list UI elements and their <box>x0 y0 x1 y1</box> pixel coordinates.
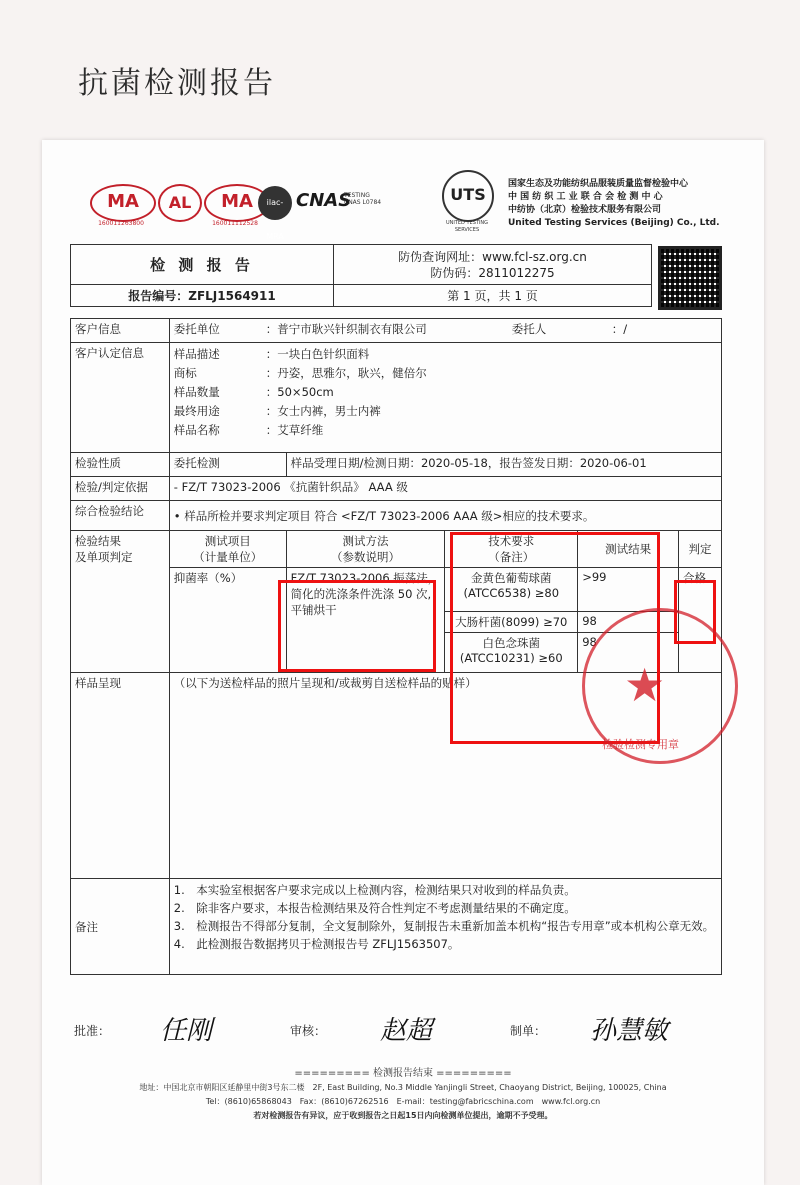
verify-url: 防伪查询网址：www.fcl-sz.org.cn <box>398 249 587 264</box>
result-row-3: 98 <box>578 633 679 673</box>
requirement-row-1: 金黄色葡萄球菌(ATCC6538) ≥80 <box>445 568 578 612</box>
report-end-line: ========= 检测报告结束 ========= <box>294 1068 512 1079</box>
report-number: 报告编号：ZFLJ1564911 <box>71 285 334 307</box>
sample-row: 商标 ：丹姿，思雅尔，耿兴，健倍尔 <box>173 366 427 380</box>
ilac-mra-logo: ilac-MRA <box>258 186 292 220</box>
footer-contact: Tel：(8610)65868043 Fax：(8610)67262516 E-mail：testing@fabricschina.com www.fcl.org.cn <box>205 1097 601 1106</box>
test-item: 抑菌率（%） <box>169 568 286 673</box>
cma-code: 160011263800 <box>98 220 144 227</box>
page-indicator: 第 1 页，共 1 页 <box>334 285 652 307</box>
entrust-label: 委托单位 <box>173 322 220 336</box>
basis-value: - FZ/T 73023-2006 《抗菌针织品》 AAA 级 <box>169 477 721 501</box>
col-item-sub: （计量单位） <box>193 550 263 564</box>
cal-logo: AL <box>158 184 202 222</box>
report-title: 检 测 报 告 <box>71 245 334 285</box>
sample-row: 样品描述 ：一块白色针织面料 <box>173 347 370 361</box>
cma-code-2: 160011112528 <box>212 220 258 227</box>
basis-label: 检验/判定依据 <box>71 477 170 501</box>
cma-logo-2: MA <box>204 184 270 222</box>
entrust-value: ：普宁市耿兴针织制衣有限公司 <box>265 322 427 336</box>
cma-logo: MA <box>90 184 156 222</box>
sample-row: 样品数量 ：50×50cm <box>173 385 334 399</box>
conclusion-value: • 样品所检并要求判定项目 符合 <FZ/T 73023-2006 AAA 级>相应的技术要求。 <box>169 501 721 531</box>
verify-code: 防伪码：2811012275 <box>430 265 555 280</box>
col-result: 测试结果 <box>578 531 679 568</box>
col-requirement-sub: （备注） <box>488 550 535 564</box>
org-line-1: 国家生态及功能纺织品服装质量监督检验中心 <box>508 179 689 189</box>
seal-text: 检验检测专用章 <box>602 738 679 751</box>
sample-row: 样品名称 ：艾草纤维 <box>173 423 324 437</box>
col-judgement: 判定 <box>679 531 722 568</box>
person-label: 委托人 <box>511 322 547 336</box>
col-method: 测试方法 <box>342 534 389 548</box>
requirement-row-2: 大肠杆菌(8099) ≥70 <box>445 612 578 633</box>
nature-value: 委托检测 <box>169 453 286 477</box>
footer-address: 地址：中国北京市朝阳区延静里中街3号东二楼 2F, East Building, No.3 Middle Yanjingli Street, Chaoyang District, Beijing, 100025, China <box>139 1083 667 1092</box>
org-line-4: United Testing Services (Beijing) Co., Ltd. <box>508 218 720 228</box>
make-label: 制单： <box>510 1024 547 1038</box>
page-title: 抗菌检测报告 <box>78 66 276 101</box>
org-line-3: 中纺协（北京）检验技术服务有限公司 <box>508 205 662 215</box>
notes-label: 备注 <box>71 879 170 975</box>
results-label-2: 及单项判定 <box>75 550 133 564</box>
note-item: 2. 除非客户要求，本报告检测结果及符合性判定不考虑测量结果的不确定度。 <box>173 901 576 915</box>
judgement: 合格 <box>679 568 722 673</box>
results-label: 检验结果 <box>75 534 121 548</box>
result-row-1: >99 <box>578 568 679 612</box>
review-signature: 赵超 <box>380 1016 433 1046</box>
seal-star-icon: ★ <box>624 658 666 712</box>
note-item: 3. 检测报告不得部分复制，全文复制除外，复制报告未重新加盖本机构“报告专用章”或本机构公章无效。 <box>173 919 715 933</box>
highlight-method-box <box>278 580 436 672</box>
nature-label: 检验性质 <box>71 453 170 477</box>
result-row-2: 98 <box>578 612 679 633</box>
note-item: 4. 此检测报告数据拷贝于检测报告号 ZFLJ1563507。 <box>173 937 460 951</box>
client-label: 客户信息 <box>71 319 170 343</box>
nature-dates: 样品受理日期/检测日期：2020-05-18，报告签发日期：2020-06-01 <box>286 453 721 477</box>
qr-code <box>658 246 722 310</box>
sample-row: 最终用途 ：女士内裤，男士内裤 <box>173 404 381 418</box>
test-report-document <box>42 140 764 1185</box>
col-method-sub: （参数说明） <box>330 550 400 564</box>
uts-subtext: UNITED TESTING SERVICES <box>445 220 489 233</box>
person-value: ：/ <box>611 322 628 336</box>
make-signature: 孙慧敏 <box>590 1016 669 1046</box>
organization-names <box>508 178 720 230</box>
note-item: 1. 本实验室根据客户要求完成以上检测内容，检测结果只对收到的样品负责。 <box>173 883 576 897</box>
footer-notice: 若对检测报告有异议，应于收到报告之日起15日内向检测单位提出，逾期不予受理。 <box>253 1111 553 1120</box>
col-item: 测试项目 <box>204 534 251 548</box>
col-requirement: 技术要求 <box>488 534 535 548</box>
conclusion-label: 综合检验结论 <box>71 501 170 531</box>
test-method: FZ/T 73023-2006 振荡法，简化的洗涤条件洗涤 50 次,平铺烘干 <box>286 568 445 673</box>
sample-label: 客户认定信息 <box>71 343 170 453</box>
approve-label: 批准： <box>74 1024 111 1038</box>
presentation-label: 样品呈现 <box>71 673 170 879</box>
uts-logo: UTS <box>442 170 494 222</box>
cnas-logo: CNAS <box>296 190 352 211</box>
report-header-table <box>70 244 652 307</box>
cnas-subtext: TESTING CNAS L0784 <box>344 192 382 206</box>
requirement-row-3: 白色念珠菌(ATCC10231) ≥60 <box>445 633 578 673</box>
review-label: 审核： <box>290 1024 327 1038</box>
approve-signature: 任刚 <box>160 1016 213 1046</box>
org-line-2: 中 国 纺 织 工 业 联 合 会 检 测 中 心 <box>508 192 663 202</box>
presentation-value: （以下为送检样品的照片呈现和/或裁剪自送检样品的贴样） <box>169 673 721 879</box>
